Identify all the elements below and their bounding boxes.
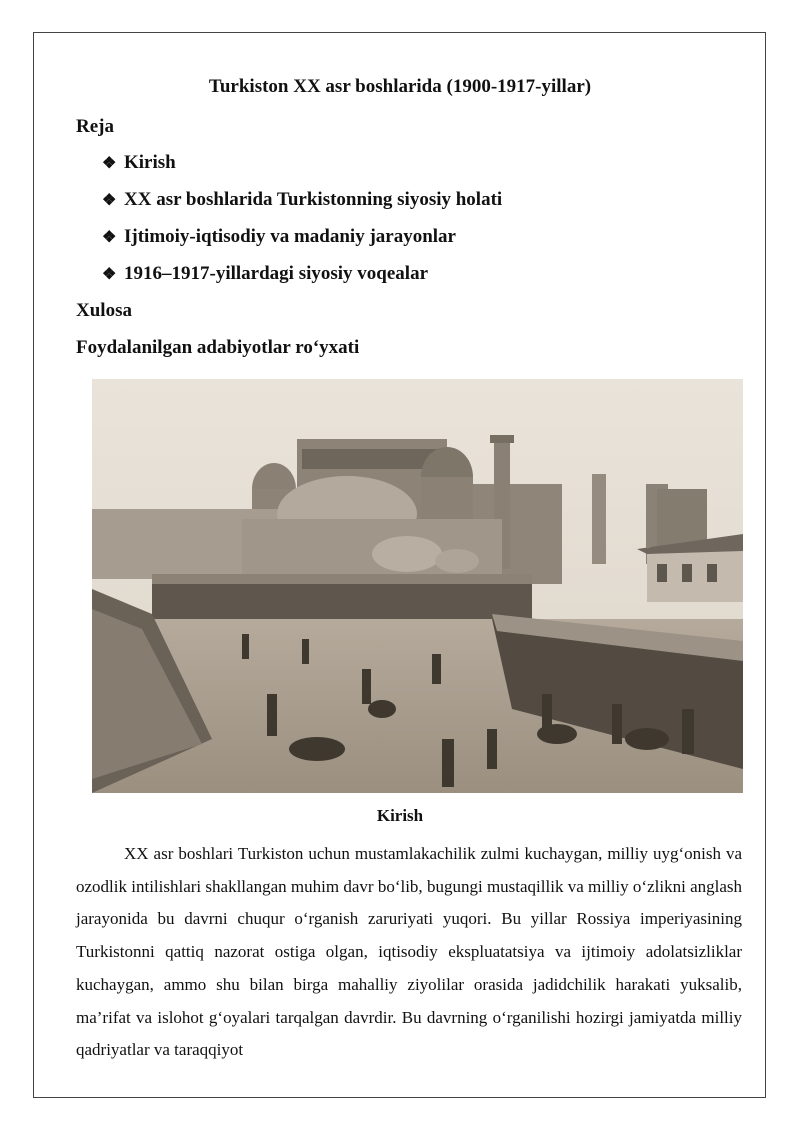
intro-paragraph: XX asr boshlari Turkiston uchun mustamlakachilik zulmi kuchaygan, milliy uyg‘onish va ozodlik intilishlari shakllangan muhim davr bo‘lib, bugungi mustaqillik va milliy o‘zlikni anglash jarayonida bu davrni chuqur o‘rganish zaruriyati yuqori. Bu yillar Rossiya imperiyasining Turkistonni qattiq nazorat ostiga olgan, iqtisodiy ekspluatatsiya va ijtimoiy adolatsizliklar kuchaygan, ammo shu bilan birga mahalliy ziyolilar orasida jadidchilik harakati yuksalib, ma’rifat va islohot g‘oyalari tarqalgan davrdir. Bu davrning o‘rganilishi hozirgi jamiyatda milliy qadriyatlar va taraqqiyot [76, 844, 742, 1060]
conclusion-heading: Xulosa [76, 300, 132, 321]
diamond-bullet-icon: ❖ [102, 155, 117, 172]
diamond-bullet-icon: ❖ [102, 266, 117, 283]
plan-item [102, 263, 428, 285]
bibliography-heading: Foydalanilgan adabiyotlar ro‘yxati [76, 337, 360, 358]
plan-item-label: Kirish [124, 152, 176, 173]
plan-item-label: 1916–1917-yillardagi siyosiy voqealar [124, 263, 428, 284]
historic-bazaar-photo [92, 379, 743, 793]
plan-item-label: XX asr boshlarida Turkistonning siyosiy holati [124, 189, 503, 210]
plan-heading: Reja [76, 116, 114, 137]
plan-item [102, 189, 502, 211]
plan-item [102, 226, 456, 248]
section-title: Kirish [376, 806, 424, 825]
plan-item [102, 152, 176, 174]
document-title: Turkiston XX asr boshlarida (1900-1917-yillar) [208, 76, 592, 97]
plan-item-label: Ijtimoiy-iqtisodiy va madaniy jarayonlar [124, 226, 456, 247]
diamond-bullet-icon: ❖ [102, 229, 117, 246]
diamond-bullet-icon: ❖ [102, 192, 117, 209]
